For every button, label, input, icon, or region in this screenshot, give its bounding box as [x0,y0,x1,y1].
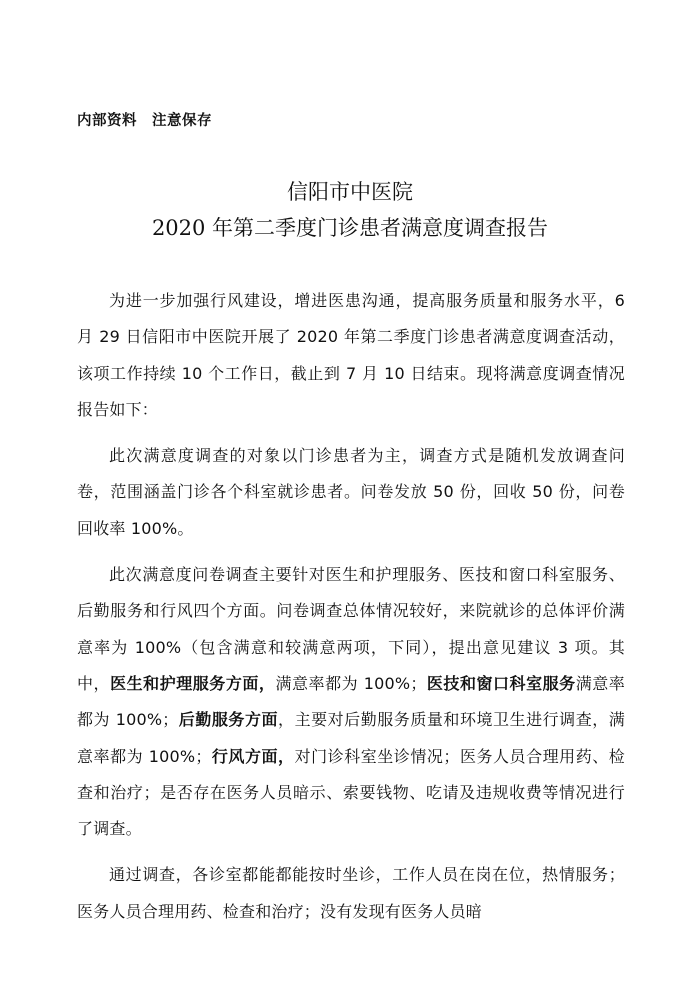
results-heading-conduct: 行风方面， [211,746,295,766]
paragraph-survey-results [77,557,625,847]
results-text-4: ，主要对后勤服务质量和环境卫生进行调查，满意率都为 100%； [77,710,626,766]
results-heading-medtech-window: 医技和窗口科室服务 [426,673,576,693]
results-text-3: 满意率都为 100%； [77,673,625,730]
report-body [77,283,625,940]
report-title-subject: 2020 年第二季度门诊患者满意度调查报告 [151,216,549,240]
paragraph-survey-scope: 此次满意度调查的对象以门诊患者为主，调查方式是随机发放调查问卷，范围涵盖门诊各个科室就诊患者。问卷发放 50 份，回收 50 份，问卷回收率 100%。 [77,446,625,538]
results-text-5: 对门诊科室坐诊情况；医务人员合理用药、检查和治疗；是否存在医务人员暗示、索要钱物、吃请及违规收费等情况进行了调查。 [77,746,625,839]
results-text-2: 满意率都为 100%； [275,673,427,693]
results-heading-logistics: 后勤服务方面 [178,710,279,730]
results-text-1: 此次满意度问卷调查主要针对医生和护理服务、医技和窗口科室服务、后勤服务和行风四个方面。问卷调查总体情况较好，来院就诊的总体评价满意率为 100%（包含满意和较满意两项，下同），提出意见建议 3 项。其中， [77,565,625,693]
paragraph-findings: 通过调查，各诊室都能都能按时坐诊，工作人员在岗在位，热情服务；医务人员合理用药、检查和治疗；没有发现有医务人员暗 [77,865,625,921]
results-heading-doctor-nursing: 医生和护理服务方面， [110,673,276,693]
confidential-notice: 内部资料 注意保存 [77,113,212,129]
paragraph-intro: 为进一步加强行风建设，增进医患沟通，提高服务质量和服务水平，6 月 29 日信阳市中医院开展了 2020 年第二季度门诊患者满意度调查活动，该项工作持续 10 个工作日，截止到 7 月 10 日结束。现将满意度调查情况报告如下： [77,291,625,419]
report-title-organization: 信阳市中医院 [287,180,413,204]
